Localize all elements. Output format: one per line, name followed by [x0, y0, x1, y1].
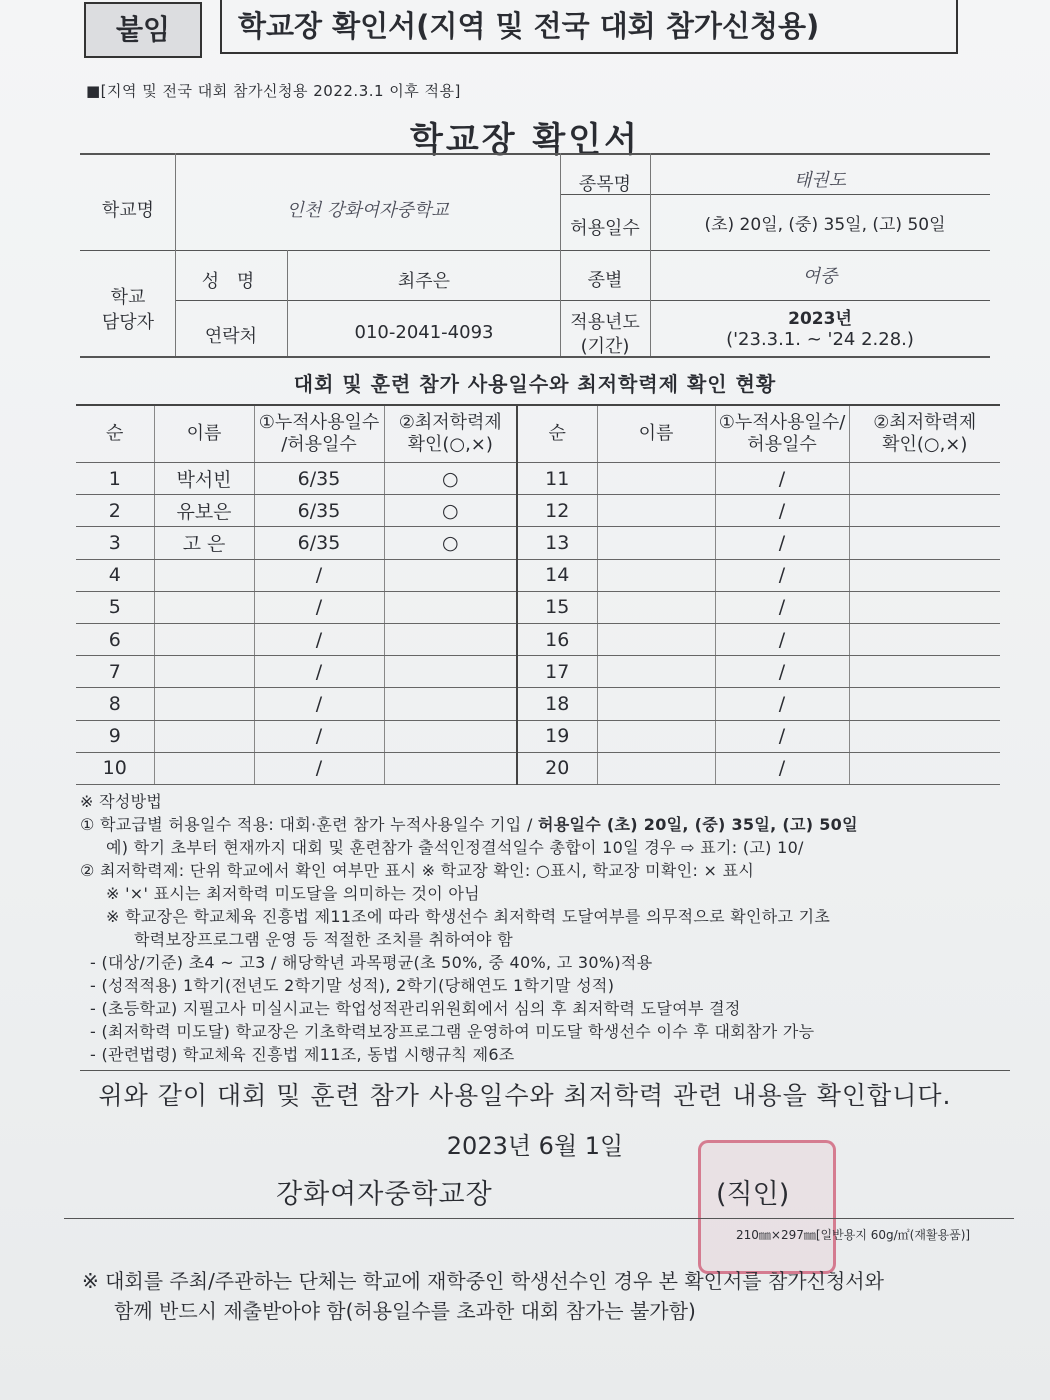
attachment-tag: 붙임 [84, 2, 202, 58]
table-cell: 1 [76, 463, 154, 495]
table-cell [597, 463, 715, 495]
event-value: 태권도 [793, 170, 847, 191]
table-cell: 13 [517, 527, 597, 559]
notes-heading: ※ 작성방법 [80, 792, 163, 811]
table-cell [849, 656, 1000, 688]
header-title: 학교장 확인서(지역 및 전국 대회 참가신청용) [220, 0, 958, 54]
header-min-academic: ②최저학력제 확인(○,×) [849, 405, 1000, 463]
note-line: ① 학교급별 허용일수 적용: 대회·훈련 참가 누적사용일수 기입 / 허용일수 (초) 20일, (중) 35일, (고) 50일 [80, 815, 858, 834]
table-title: 대회 및 훈련 참가 사용일수와 최저학력제 확인 현황 [293, 372, 777, 396]
table-cell [154, 591, 254, 623]
document-title: 학교장 확인서 [410, 120, 640, 160]
header-name: 이름 [597, 405, 715, 463]
note-line: 예) 학기 초부터 현재까지 대회 및 훈련참가 출석인정결석일수 총합이 10일 경우 ⇨ 표기: (고) 10/ [106, 838, 804, 857]
table-cell [384, 591, 517, 623]
table-cell: / [254, 591, 384, 623]
note-line: ※ 학교장은 학교체육 진흥법 제11조에 따라 학생선수 최저학력 도달여부를 의무적으로 확인하고 기초 [106, 907, 831, 926]
header-min-academic: ②최저학력제 확인(○,×) [384, 405, 517, 463]
info-divider [175, 153, 176, 356]
seal-label: (직인) [716, 1179, 790, 1210]
table-cell: / [715, 527, 849, 559]
table-cell: ○ [384, 527, 517, 559]
footer-note [82, 1266, 884, 1326]
paper-spec: 210㎜×297㎜[일반용지 60g/㎡(재활용품)] [736, 1228, 971, 1242]
table-row [76, 688, 1000, 720]
table-row [76, 720, 1000, 752]
info-divider [560, 153, 561, 356]
table-cell [384, 688, 517, 720]
table-cell: 3 [76, 527, 154, 559]
table-row [76, 495, 1000, 527]
table-cell: 4 [76, 559, 154, 591]
table-cell: 유보은 [154, 495, 254, 527]
table-cell [597, 720, 715, 752]
manager-label: 학교 [110, 287, 146, 308]
table-cell: 6/35 [254, 463, 384, 495]
school-value: 인천 강화여자중학교 [286, 200, 449, 221]
table-cell [849, 527, 1000, 559]
table-row [76, 623, 1000, 655]
table-cell: 8 [76, 688, 154, 720]
table-cell: 6/35 [254, 495, 384, 527]
header-no: 순 [76, 405, 154, 463]
table-cell: / [715, 752, 849, 784]
info-bottom-line [80, 356, 990, 358]
info-top-line [80, 153, 990, 155]
table-row [76, 527, 1000, 559]
table-cell: 10 [76, 752, 154, 784]
note-emphasis: 허용일수 (초) 20일, (중) 35일, (고) 50일 [538, 815, 858, 834]
table-cell: / [715, 495, 849, 527]
divider-line [64, 1218, 1014, 1219]
note-line: - (성적적용) 1학기(전년도 2학기말 성적), 2학기(당해연도 1학기말 성적) [90, 976, 615, 995]
manager-name: 최주은 [397, 271, 451, 292]
table-cell [384, 623, 517, 655]
table-header-row [76, 405, 1000, 463]
table-row [76, 463, 1000, 495]
table-cell: 5 [76, 591, 154, 623]
applicability-note: ■[지역 및 전국 대회 참가신청용 2022.3.1 이후 적용] [86, 82, 461, 100]
note-line: ※ '×' 표시는 최저학력 미도달을 의미하는 것이 아님 [106, 884, 480, 903]
table-cell: / [715, 559, 849, 591]
table-cell: / [254, 656, 384, 688]
contact-label: 연락처 [204, 326, 258, 347]
table-cell: 6/35 [254, 527, 384, 559]
table-cell [849, 720, 1000, 752]
table-cell: 15 [517, 591, 597, 623]
table-cell [849, 752, 1000, 784]
allowed-days-value: (초) 20일, (중) 35일, (고) 50일 [704, 215, 946, 235]
event-label: 종목명 [578, 174, 632, 195]
manager-label: 담당자 [101, 312, 155, 333]
table-row [76, 656, 1000, 688]
note-line: - (대상/기준) 초4 ~ 고3 / 해당학년 과목평균(초 50%, 중 40%, 고 30%)적용 [90, 953, 653, 972]
header-no: 순 [517, 405, 597, 463]
table-cell [384, 559, 517, 591]
table-cell: / [715, 463, 849, 495]
writing-instructions [80, 790, 858, 1066]
table-row [76, 559, 1000, 591]
header-used-days: ①누적사용일수/ 허용일수 [715, 405, 849, 463]
table-cell [849, 591, 1000, 623]
table-cell: ○ [384, 495, 517, 527]
table-cell: 고 은 [154, 527, 254, 559]
table-cell [597, 623, 715, 655]
table-cell [154, 623, 254, 655]
note-line: 학력보장프로그램 운영 등 적절한 조치를 취하여야 함 [134, 930, 513, 949]
table-cell [849, 495, 1000, 527]
table-cell [597, 688, 715, 720]
table-cell: 9 [76, 720, 154, 752]
footer-line: 함께 반드시 제출받아야 함(허용일수를 초과한 대회 참가는 불가함) [114, 1299, 696, 1323]
table-cell [849, 688, 1000, 720]
note-line: - (최저학력 미도달) 학교장은 기초학력보장프로그램 운영하여 미도달 학생선수 이수 후 대회참가 가능 [90, 1022, 815, 1041]
table-cell [384, 656, 517, 688]
table-cell: 2 [76, 495, 154, 527]
table-cell [597, 559, 715, 591]
year-label: (기간) [580, 336, 630, 357]
info-divider [287, 250, 288, 356]
table-cell: 6 [76, 623, 154, 655]
issue-date: 2023년 6월 1일 [446, 1132, 624, 1160]
allowed-days-label: 허용일수 [570, 218, 640, 239]
table-cell [154, 720, 254, 752]
table-cell: / [715, 591, 849, 623]
table-cell [154, 688, 254, 720]
confirmation-statement: 위와 같이 대회 및 훈련 참가 사용일수와 최저학력 관련 내용을 확인합니다. [98, 1081, 952, 1110]
table-row [76, 752, 1000, 784]
year-value: 2023년 [788, 309, 852, 329]
table-cell: 20 [517, 752, 597, 784]
contact-value: 010-2041-4093 [354, 322, 494, 343]
table-cell: / [715, 656, 849, 688]
table-cell: 19 [517, 720, 597, 752]
table-cell: 16 [517, 623, 597, 655]
table-cell: 11 [517, 463, 597, 495]
table-cell: / [715, 623, 849, 655]
table-cell: / [254, 623, 384, 655]
table-cell: ○ [384, 463, 517, 495]
table-cell: / [715, 720, 849, 752]
school-label: 학교명 [101, 200, 155, 221]
name-label: 성 명 [201, 271, 261, 292]
note-line: - (초등학교) 지필고사 미실시교는 학업성적관리위원회에서 심의 후 최저학력 도달여부 결정 [90, 999, 741, 1018]
info-line [175, 300, 990, 301]
note-line: ② 최저학력제: 단위 학교에서 확인 여부만 표시 ※ 학교장 확인: ○표시, 학교장 미확인: × 표시 [80, 861, 755, 880]
table-cell: 7 [76, 656, 154, 688]
table-cell [597, 495, 715, 527]
table-cell [154, 752, 254, 784]
table-cell: / [254, 720, 384, 752]
gender-value: 여중 [802, 266, 838, 287]
table-cell [597, 752, 715, 784]
footer-line: ※ 대회를 주최/주관하는 단체는 학교에 재학중인 학생선수인 경우 본 확인서를 참가신청서와 [82, 1269, 884, 1293]
table-cell [154, 656, 254, 688]
table-cell: 12 [517, 495, 597, 527]
table-cell [384, 752, 517, 784]
table-cell [597, 527, 715, 559]
table-cell [154, 559, 254, 591]
usage-table [76, 404, 1000, 785]
table-cell: / [715, 688, 849, 720]
table-cell: / [254, 752, 384, 784]
table-cell: 14 [517, 559, 597, 591]
principal-title: 강화여자중학교장 [276, 1179, 493, 1210]
year-label: 적용년도 [570, 312, 640, 333]
gender-label: 종별 [587, 270, 623, 291]
table-cell [597, 591, 715, 623]
header-name: 이름 [154, 405, 254, 463]
table-row [76, 591, 1000, 623]
table-cell [849, 559, 1000, 591]
note-line: - (관련법령) 학교체육 진흥법 제11조, 동법 시행규칙 제6조 [90, 1045, 515, 1064]
table-cell [849, 623, 1000, 655]
info-divider [650, 153, 651, 356]
table-cell: / [254, 559, 384, 591]
divider-line [80, 1070, 1010, 1071]
table-cell: 18 [517, 688, 597, 720]
table-cell: 박서빈 [154, 463, 254, 495]
table-cell [849, 463, 1000, 495]
info-line [80, 250, 990, 251]
table-cell: 17 [517, 656, 597, 688]
header-used-days: ①누적사용일수 /허용일수 [254, 405, 384, 463]
table-cell [597, 656, 715, 688]
table-cell [384, 720, 517, 752]
period-value: ('23.3.1. ~ '24 2.28.) [726, 329, 914, 350]
table-cell: / [254, 688, 384, 720]
